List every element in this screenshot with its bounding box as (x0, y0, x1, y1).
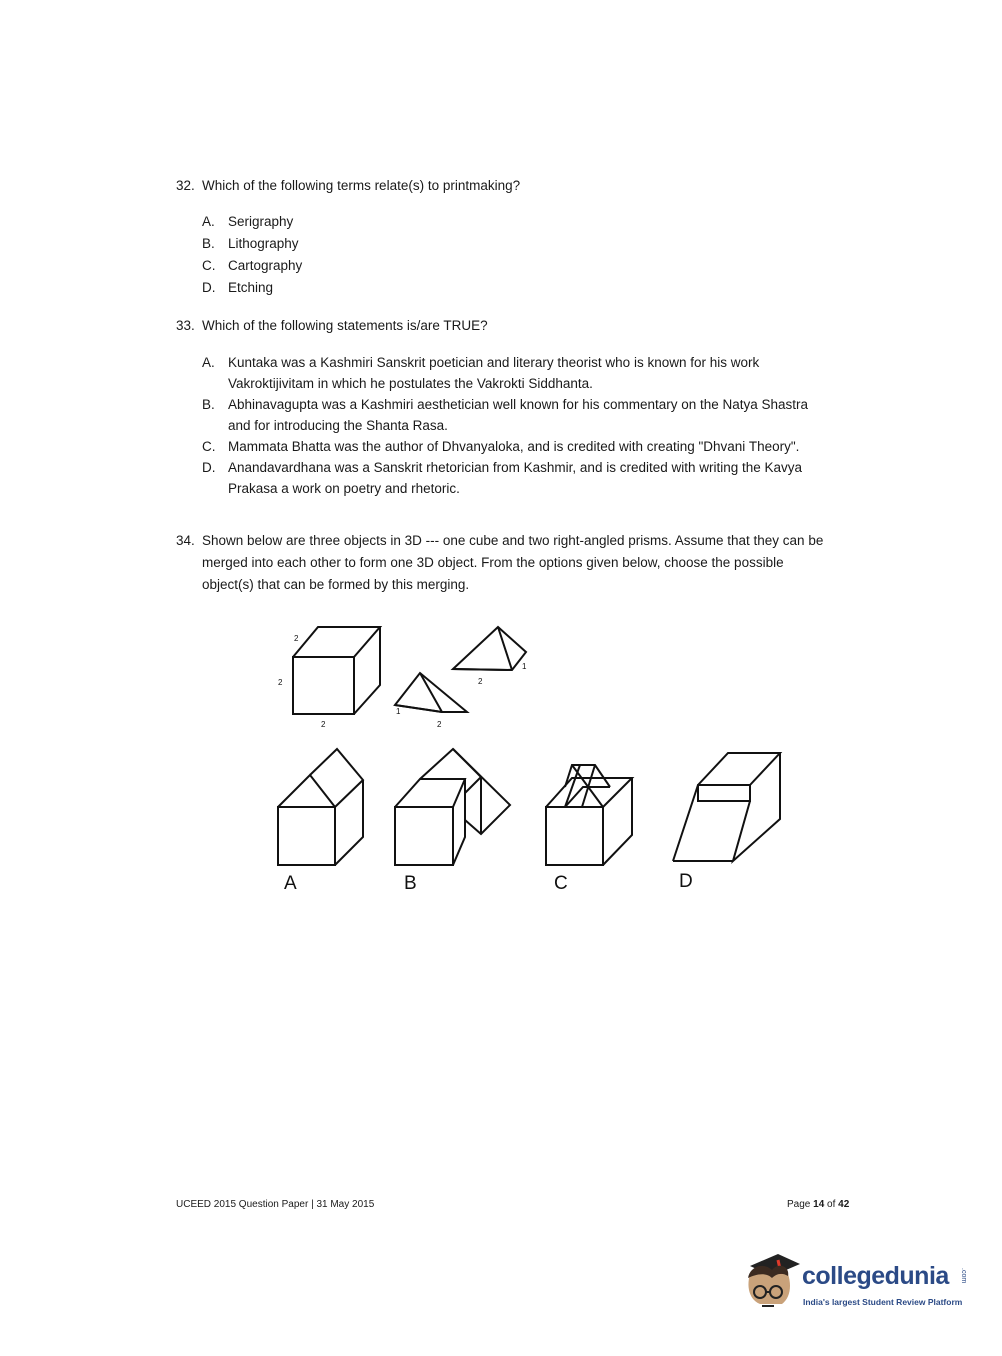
option-b (202, 394, 812, 436)
option-c-shape (546, 765, 632, 865)
page-total: 42 (838, 1199, 850, 1210)
mascot-icon (742, 1248, 802, 1314)
option-letter: C. (202, 258, 216, 273)
option-a (202, 211, 812, 233)
option-letter: A. (202, 214, 215, 229)
question-32 (176, 175, 836, 197)
question-34-figure (260, 615, 800, 900)
option-text: Lithography (228, 236, 299, 251)
question-number: 34. (176, 533, 195, 548)
footer-left: UCEED 2015 Question Paper | 31 May 2015 (176, 1199, 375, 1210)
option-text: Anandavardhana was a Sanskrit rhetorician from Kashmir, and is credited with writing the Kavya Prakasa a work on poetry and rhetoric. (228, 460, 803, 496)
question-33-options (202, 352, 812, 499)
cube-dim-width: 2 (321, 720, 326, 729)
logo-tagline: India's largest Student Review Platform (803, 1297, 963, 1307)
top-prism-dim-depth: 1 (522, 662, 527, 671)
option-letter: C. (202, 439, 216, 454)
collegedunia-logo (742, 1248, 972, 1318)
page-mid: of (824, 1199, 839, 1210)
option-b-label: B (404, 873, 417, 894)
option-text: Abhinavagupta was a Kashmiri aesthetician well known for his commentary on the Natya Shastra and for introducing the Shanta Rasa. (228, 397, 809, 433)
option-a (202, 352, 812, 394)
given-top-prism (453, 627, 526, 670)
page-number (787, 1199, 849, 1210)
page-current: 14 (813, 1199, 825, 1210)
question-32-options (202, 211, 812, 299)
option-d (202, 277, 812, 299)
top-prism-dim-base: 2 (478, 677, 483, 686)
given-cube (293, 627, 380, 714)
option-c (202, 436, 812, 457)
given-small-prism (395, 673, 467, 712)
option-d-label: D (679, 871, 693, 892)
question-text: Which of the following statements is/are TRUE? (202, 318, 488, 333)
question-33 (176, 315, 836, 337)
option-letter: D. (202, 280, 216, 295)
option-d-shape (673, 753, 780, 861)
option-letter: B. (202, 236, 215, 251)
option-text: Mammata Bhatta was the author of Dhvanyaloka, and is credited with creating "Dhvani Theory". (228, 439, 800, 454)
question-number: 33. (176, 318, 195, 333)
question-number: 32. (176, 178, 195, 193)
question-text: Which of the following terms relate(s) to printmaking? (202, 178, 521, 193)
cube-dim-depth: 2 (294, 634, 299, 643)
option-a-shape (278, 749, 363, 865)
page-prefix: Page (787, 1199, 814, 1210)
logo-wordmark: collegedunia (802, 1262, 949, 1290)
option-text: Kuntaka was a Kashmiri Sanskrit poetician and literary theorist who is known for his work Vakroktijivitam in which he postulates the Vakrokti Siddhanta. (228, 355, 760, 391)
small-prism-dim-depth: 1 (396, 707, 401, 716)
option-text: Cartography (228, 258, 303, 273)
option-b-shape (395, 749, 510, 865)
question-34 (176, 530, 836, 596)
option-letter: A. (202, 355, 215, 370)
option-c-label: C (554, 873, 568, 894)
option-d (202, 457, 812, 499)
question-text: Shown below are three objects in 3D --- one cube and two right-angled prisms. Assume that they can be merged into each other to form one 3D object. From the options given below, choose the possible object(s) that can be formed by this merging. (202, 533, 824, 592)
option-text: Serigraphy (228, 214, 294, 229)
option-text: Etching (228, 280, 274, 295)
small-prism-dim-base: 2 (437, 720, 442, 729)
logo-dotcom: .com (960, 1268, 967, 1284)
option-a-label: A (284, 873, 297, 894)
option-letter: D. (202, 460, 216, 475)
option-letter: B. (202, 397, 215, 412)
option-b (202, 233, 812, 255)
cube-dim-height: 2 (278, 678, 283, 687)
option-c (202, 255, 812, 277)
